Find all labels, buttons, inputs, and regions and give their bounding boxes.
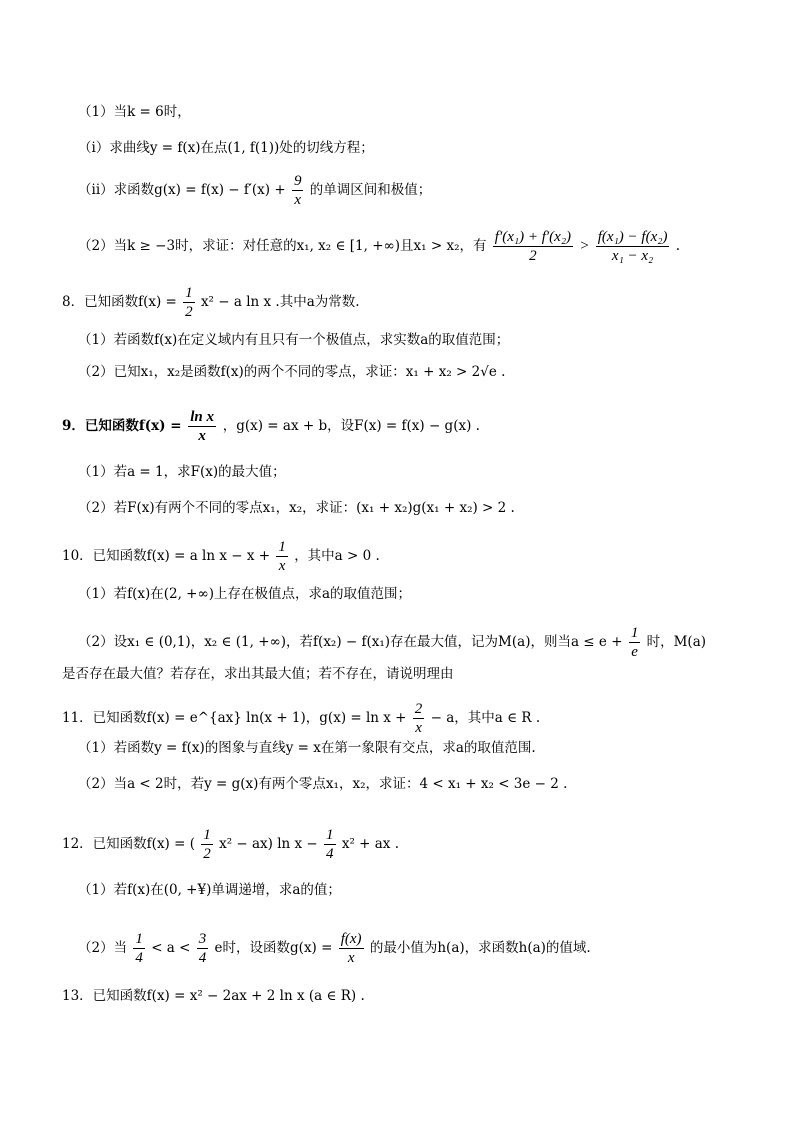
p8-part1 bbox=[78, 330, 509, 350]
text: x² − ax) ln x − bbox=[219, 836, 318, 852]
numerator: 1 bbox=[185, 285, 193, 301]
text: （2）当 bbox=[78, 940, 128, 956]
denominator: 2 bbox=[185, 304, 193, 320]
text: ，其中a > 0 . bbox=[294, 548, 380, 564]
numerator: f(x₁) − f(x₂) bbox=[597, 229, 668, 245]
text: 的最小值为h(a)，求函数h(a)的值域. bbox=[369, 940, 591, 956]
p7-part2 bbox=[78, 228, 680, 265]
p8-part2 bbox=[78, 362, 505, 382]
text: （1）当k = 6时， bbox=[78, 104, 191, 120]
text: 是否存在最大值？若存在，求出其最大值；若不存在，请说明理由 bbox=[62, 666, 454, 682]
p11-stem bbox=[62, 700, 540, 737]
p7-part1-ii bbox=[78, 172, 431, 209]
denominator: 4 bbox=[326, 846, 334, 862]
fraction bbox=[292, 172, 304, 209]
denominator: x bbox=[294, 192, 302, 208]
text: （ii）求函数g(x) = f(x) − f′(x) + bbox=[78, 182, 286, 198]
text: ，g(x) = ax + b，设F(x) = f(x) − g(x) . bbox=[222, 418, 480, 434]
p10-part2-cont bbox=[62, 664, 454, 684]
denominator: 2 bbox=[529, 248, 537, 264]
fraction bbox=[324, 826, 336, 863]
p7-part1-i bbox=[78, 138, 374, 158]
numerator: ln x bbox=[190, 409, 215, 425]
denominator: x bbox=[347, 950, 355, 966]
fraction bbox=[339, 930, 364, 967]
text: （1）若函数y = f(x)的图象与直线y = x在第一象限有交点，求a的取值范围. bbox=[78, 740, 536, 756]
text: （1）若a = 1，求F(x)的最大值； bbox=[78, 464, 286, 480]
text: 10．已知函数f(x) = a ln x − x + bbox=[62, 548, 271, 564]
period: . bbox=[675, 238, 681, 254]
fraction bbox=[413, 700, 425, 737]
fraction bbox=[197, 930, 209, 967]
denominator: x bbox=[198, 428, 206, 444]
denominator: 2 bbox=[203, 846, 211, 862]
numerator: 3 bbox=[198, 931, 207, 947]
gt-sign: > bbox=[579, 238, 590, 254]
numerator: 1 bbox=[278, 539, 286, 555]
denominator: x₁ − x₂ bbox=[611, 248, 654, 264]
p12-part1 bbox=[78, 880, 341, 900]
p8-stem bbox=[62, 284, 360, 321]
denominator: 4 bbox=[198, 950, 207, 966]
fraction bbox=[183, 284, 195, 321]
p9-part1 bbox=[78, 462, 286, 482]
p12-stem bbox=[62, 826, 399, 863]
p11-part1 bbox=[78, 738, 536, 758]
text: 的单调区间和极值； bbox=[309, 182, 432, 198]
text: e时，设函数g(x) = bbox=[214, 940, 333, 956]
p10-part2 bbox=[78, 624, 706, 661]
text: （2）设x₁ ∈ (0,1)，x₂ ∈ (1, +∞)，若f(x₂) − f(x₁)存在最大值，记为M(a)，则当a ≤ e + bbox=[78, 634, 623, 650]
text: 11．已知函数f(x) = e^{ax} ln(x + 1)，g(x) = ln x + bbox=[62, 710, 407, 726]
p10-stem bbox=[62, 538, 380, 575]
numerator: 1 bbox=[135, 931, 143, 947]
denominator: e bbox=[631, 644, 638, 660]
text: < a < bbox=[151, 940, 191, 956]
numerator: 9 bbox=[293, 173, 302, 189]
fraction-right bbox=[596, 228, 670, 265]
text: 12．已知函数f(x) = ( bbox=[62, 836, 195, 852]
p12-part2 bbox=[78, 930, 591, 967]
numerator: 1 bbox=[326, 827, 334, 843]
text: x² + ax . bbox=[341, 836, 400, 852]
text: （2）已知x₁，x₂是函数f(x)的两个不同的零点，求证：x₁ + x₂ > 2√e . bbox=[78, 364, 506, 380]
text: （1）若f(x)在(2, +∞)上存在极值点，求a的取值范围； bbox=[78, 586, 412, 602]
text: − a，其中a ∈ R . bbox=[430, 710, 541, 726]
numerator: f(x) bbox=[340, 931, 362, 947]
denominator: x bbox=[415, 720, 422, 736]
text: 13．已知函数f(x) = x² − 2ax + 2 ln x (a ∈ R) . bbox=[62, 988, 365, 1004]
fraction bbox=[133, 930, 145, 967]
p10-part1 bbox=[78, 584, 411, 604]
text: （i）求曲线y = f(x)在点(1, f(1))处的切线方程； bbox=[78, 140, 374, 156]
text: （2）当k ≥ −3时，求证：对任意的x₁, x₂ ∈ [1, +∞)且x₁ > x₂，有 bbox=[78, 238, 487, 254]
text: 8．已知函数f(x) = bbox=[62, 294, 177, 310]
p9-stem bbox=[62, 408, 480, 445]
fraction bbox=[201, 826, 213, 863]
denominator: 4 bbox=[135, 950, 143, 966]
text: （2）若F(x)有两个不同的零点x₁，x₂，求证：(x₁ + x₂)g(x₁ + x₂) > 2 . bbox=[78, 500, 515, 516]
text: 时，M(a) bbox=[646, 634, 707, 650]
fraction bbox=[188, 408, 216, 445]
fraction bbox=[629, 624, 641, 661]
p11-part2 bbox=[78, 774, 567, 794]
p7-part1 bbox=[78, 102, 191, 122]
numerator: 1 bbox=[630, 625, 639, 641]
numerator: 1 bbox=[203, 827, 211, 843]
p13-stem bbox=[62, 986, 365, 1006]
fraction-left bbox=[493, 228, 573, 265]
fraction bbox=[276, 538, 288, 575]
numerator: f′(x₁) + f′(x₂) bbox=[494, 229, 572, 245]
p9-part2 bbox=[78, 498, 515, 518]
text: （1）若函数f(x)在定义域内有且只有一个极值点，求实数a的取值范围； bbox=[78, 332, 510, 348]
text: （1）若f(x)在(0, +¥)单调递增，求a的值； bbox=[78, 882, 341, 898]
text: x² − a ln x .其中a为常数. bbox=[200, 294, 360, 310]
text: 9．已知函数f(x) = bbox=[62, 418, 182, 434]
denominator: x bbox=[278, 558, 286, 574]
numerator: 2 bbox=[414, 701, 423, 717]
text: （2）当a < 2时，若y = g(x)有两个零点x₁，x₂，求证：4 < x₁ + x₂ < 3e − 2 . bbox=[78, 776, 568, 792]
